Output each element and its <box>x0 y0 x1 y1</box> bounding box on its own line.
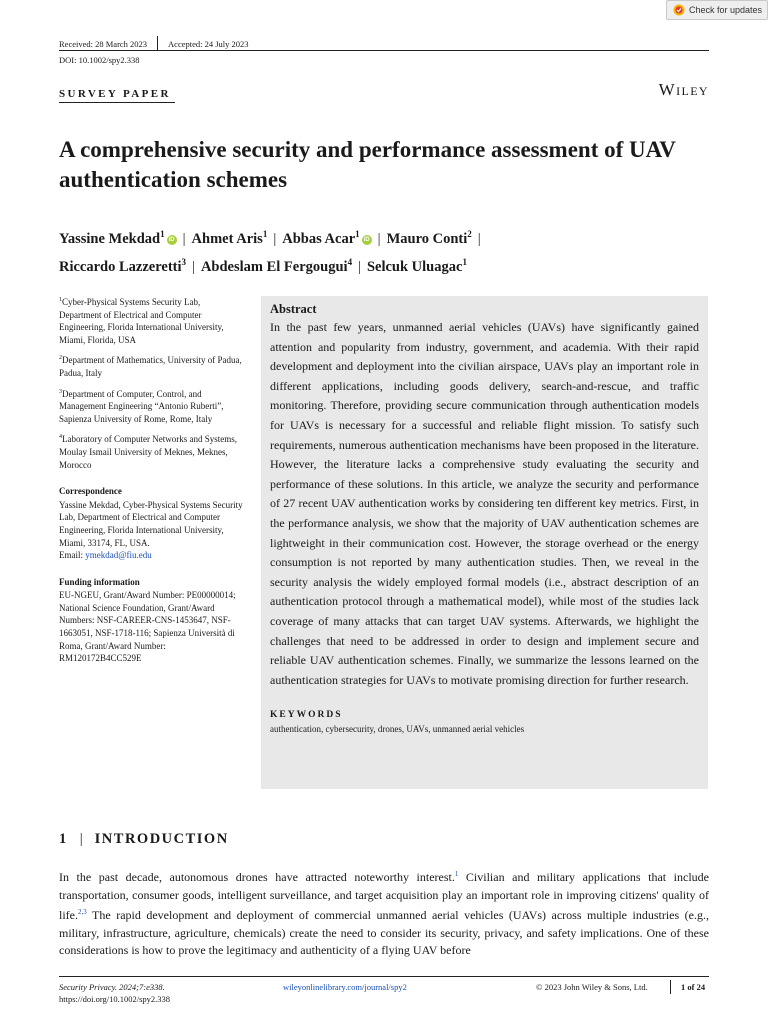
section-heading: 1 | INTRODUCTION <box>59 831 229 847</box>
author: Ahmet Aris$^1$ <box>191 229 268 247</box>
copyright: © 2023 John Wiley & Sons, Ltd. <box>536 982 648 992</box>
intro-paragraph: In the past decade, autonomous drones have attracted noteworthy interest.$^1$ Civilian and military applications that include transportation, consumer goods, intelligent surveillance, and target acquisition play an important role in improving citizens' quality of life.$^{2,3}$ The rapid development and deployment of commercial unmanned aerial vehicles (UAVs) across multiple industries (e.g., military, infrastructure, agriculture, chemicals) create the need to consider its security, privacy, and safety implications. One of these considerations is how to prove the legitimacy and authenticity of a flying UAV before <box>59 870 709 958</box>
doi: DOI: 10.1002/spy2.338 <box>59 55 140 65</box>
check-for-updates-button[interactable] <box>666 0 768 20</box>
orcid-icon[interactable]: iD <box>363 236 370 243</box>
paper-title: A comprehensive security and performance assessment of UAV authentication schemes <box>59 137 676 192</box>
author: Abdeslam El Fergougui$^4$ <box>200 256 353 275</box>
dates-line <box>59 36 249 51</box>
dates-divider <box>157 36 158 51</box>
author: Mauro Conti$^2$ <box>386 229 472 247</box>
publisher-logo: Wiley <box>658 80 709 99</box>
journal-link[interactable]: wileyonlinelibrary.com/journal/spy2 <box>283 982 407 992</box>
received-date: Received: 28 March 2023 <box>59 38 148 49</box>
author: Yassine Mekdad$^1$iD <box>59 229 175 247</box>
email-link[interactable]: ymekdad@fiu.edu <box>85 550 152 561</box>
footer-rule <box>59 976 709 977</box>
correspondence-text: Yassine Mekdad, Cyber-Physical Systems Security Lab, Department of Electrical and Computer Engineering, Florida International University, Miami, 33174, FL, USA. Email: ymekdad@fiu.edu <box>59 499 243 561</box>
funding-text: EU-NGEU, Grant/Award Number: PE00000014; National Science Foundation, Grant/Award Numbers: NSF-CAREER-CNS-1453647, NSF-1663051, NSF-1718-116; Sapienza Università di Roma, Grant/Award Number: RM120172B4CC529E <box>59 590 236 664</box>
abstract-heading: Abstract <box>270 302 317 316</box>
page-number: 1 of 24 <box>681 982 706 992</box>
sidebar <box>59 294 244 671</box>
footer-doi-link[interactable]: https://doi.org/10.1002/spy2.338 <box>59 994 171 1004</box>
correspondence-heading: Correspondence <box>59 486 122 497</box>
keywords-heading: KEYWORDS <box>270 710 343 721</box>
check-updates-icon <box>673 4 685 16</box>
affiliation: $^1$Cyber-Physical Systems Security Lab, Department of Electrical and Computer Engineering, Florida International University, Miami, Florida, USA <box>59 297 224 345</box>
footer-divider <box>670 980 671 994</box>
author: Riccardo Lazzeretti$^3$ <box>59 256 187 275</box>
affiliation: $^3$Department of Computer, Control, and Management Engineering “Antonio Ruberti”, Sapienza University of Rome, Rome, Italy <box>59 388 224 424</box>
citation-link[interactable]: 1 <box>454 870 459 878</box>
orcid-icon[interactable]: iD <box>168 236 175 243</box>
citation-link[interactable]: 2,3 <box>78 908 87 917</box>
footer-citation: Security Privacy. 2024;7:e338. https://doi.org/10.1002/spy2.338 <box>59 982 171 1004</box>
section-label-underline <box>59 102 175 103</box>
header-rule <box>59 50 709 51</box>
abstract-box <box>261 296 708 789</box>
author: Selcuk Uluagac$^1$ <box>366 256 467 275</box>
affiliation: $^4$Laboratory of Computer Networks and Systems, Moulay Ismail University of Meknes, Meknes, Morocco <box>59 434 237 470</box>
section-label: SURVEY PAPER <box>59 88 171 100</box>
author: Abbas Acar$^1$iD <box>282 229 370 247</box>
affiliation: $^2$Department of Mathematics, University of Padua, Padua, Italy <box>59 355 242 378</box>
abstract-text: In the past few years, unmanned aerial vehicles (UAVs) have significantly gained attention and popularity from industry, government, and academia. With their rapid development and deployment into the civilian airspace, UAVs play an important role in different applications, including goods delivery, search-and-rescue, and traffic monitoring. Therefore, providing secure communication through authentication models for UAVs is necessary for a successful and reliable flight mission. To satisfy such requirements, numerous authentication mechanisms have been proposed in the literature. However, the literature lacks a comprehensive study evaluating the security and performance of these solutions. In this article, we analyze the security and performance of 27 recent UAV authentication works by considering ten different key metrics. First, in the performance analysis, we show that the majority of UAV authentication schemes are lightweight in their communication cost. However, the storage overhead or the energy consumption is not reported by many authentication studies. Then, we reveal in the security analysis the widely employed formal models (i.e., abstract description of an authentication protocol through a mathematical model), while most of the studies lack coverage of many attacks that can target UAV systems. Afterwards, we highlight the challenges that need to be addressed in order to design and implement secure and reliable UAV authentication schemes. Finally, we summarize the lessons learned on the authentication strategies for UAVs to motivate promising direction for further research. <box>270 320 699 687</box>
funding-heading: Funding information <box>59 576 140 587</box>
check-updates-label: Check for updates <box>689 5 763 15</box>
keywords: authentication, cybersecurity, drones, UAVs, unmanned aerial vehicles <box>270 724 525 735</box>
author-list: Yassine Mekdad$^1$iD | Ahmet Aris$^1$ | Abbas Acar$^1$iD | Mauro Conti$^2$ | Riccardo Lazzeretti$^3$ | Abdeslam El Fergougui$^4$ | Selcuk Uluagac$^1$ <box>59 229 481 275</box>
accepted-date: Accepted: 24 July 2023 <box>168 38 249 49</box>
